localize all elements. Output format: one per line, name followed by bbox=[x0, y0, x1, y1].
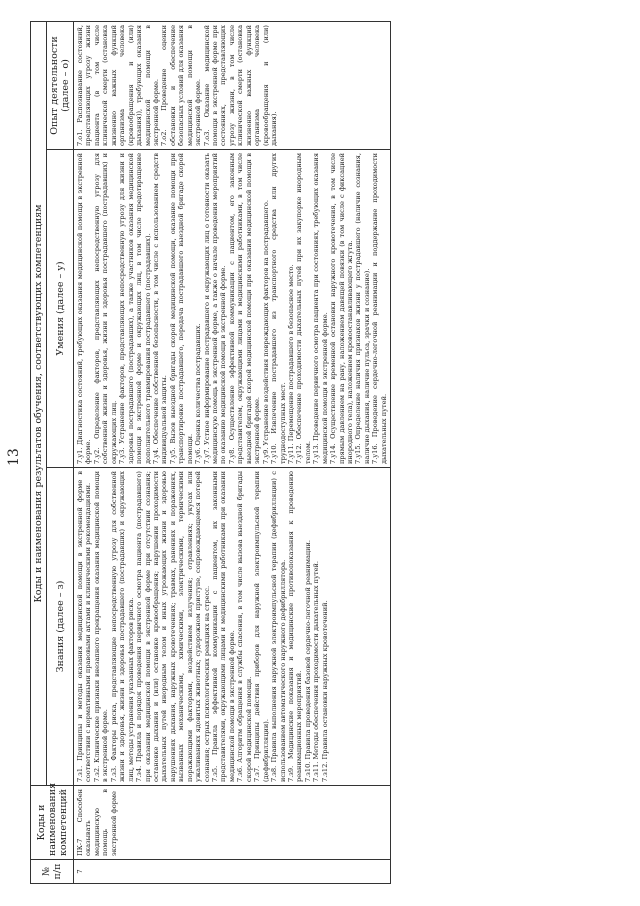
competency-table bbox=[30, 21, 391, 884]
skill-item: 7.у12. Обеспечение проходимости дыхательных путей при их закупорке инородным телом. bbox=[295, 153, 312, 464]
knowledge-cell bbox=[74, 468, 391, 786]
skill-item: 7.у4. Обеспечение собственной безопасности, в том числе с использованием средств индивидуальной защиты. bbox=[151, 153, 169, 464]
skill-item: 7.у16. Проведение сердечно-легочной реанимации и поддержание проходимости дыхательных путей. bbox=[371, 153, 388, 464]
knowledge-item: 7.з2. Клинические признаки внезапного прекращения оказания медицинской помощи в экстренной форме. bbox=[92, 471, 110, 782]
skill-item: 7.у7. Устное информирование пострадавшего и окружающих лиц о готовности оказать медицинскую помощь в экстренной форме, а также о начале проведения мероприятий по оказанию медицинской помощи в экстренной форме. bbox=[202, 153, 228, 464]
header-codes: Коды и наименования компетенций bbox=[31, 786, 74, 860]
header-knowledge: Знания (далее – з) bbox=[47, 468, 74, 786]
knowledge-item: 7.з5. Правила эффективной коммуникации с пациентом, их законными представителями, окружающими лицами и медицинскими работниками при оказании медицинской помощи в экстренной форме. bbox=[211, 471, 236, 782]
knowledge-item: 7.з1. Принципы и методы оказания медицинской помощи в экстренной форме в соответствии с нормативными правовыми актами и клиническими рекомендациями. bbox=[76, 471, 93, 782]
skill-item: 7.у2. Определение факторов, представляющих непосредственную угрозу для собственной жизни и здоровья, жизни и здоровья пострадавшего (пострадавших) и окружающих лиц. bbox=[92, 153, 118, 464]
knowledge-item: 7.з10. Правила проведения базовой сердечно-легочной реанимации. bbox=[303, 539, 312, 782]
header-results-group: Коды и наименования результатов обучения, соответствующих компетенциям bbox=[31, 21, 47, 785]
row-number: 7 bbox=[74, 860, 391, 884]
knowledge-item: 7.з7. Принципы действия приборов для наружной электроимпульсной терапии (дефибрилляции). bbox=[253, 471, 270, 782]
experience-item: 7.о2. Проведение оценки обстановки и обеспечение безопасных условий для оказания медицинской помощи в экстренной форме. bbox=[160, 24, 203, 146]
knowledge-item: 7.з8. Правила выполнения наружной электроимпульсной терапии (дефибрилляции) с использованием автоматического наружного дефибриллятора. bbox=[270, 471, 287, 782]
skill-item: 7.у8. Осуществление эффективной коммуникации с пациентом, его законным представителем, окружающими лицами и медицинскими работниками, в том числе выездной бригадой скорой медицинской помощи при оказании медицинской помощи в экстренной форме. bbox=[227, 153, 262, 464]
header-row-2 bbox=[47, 21, 74, 883]
skill-item: 7.у6. Оценка количества пострадавших. bbox=[194, 323, 203, 464]
experience-item: 7.о3. Оказание медицинской помощи в экстренной форме при состояниях, представляющих угрозу жизни, в том числе клинической смерти (остановка жизненно важных функций организма человека (кровообращения и (или) дыхания). bbox=[202, 24, 279, 146]
experience-item: 7.о1. Распознавание состояний, представляющих угрозу жизни пациента (в том числе клинической смерти (остановка жизненно важных функций организма человека (кровообращения и (или) дыхания)), требующих оказания медицинской помощи в экстренной форме. bbox=[76, 24, 160, 146]
skill-item: 7.у3. Устранение факторов, представляющих непосредственную угрозу для жизни и здоровья пострадавшего (пострадавших), а также участников оказания медицинской помощи в экстренной форме и окружающих лиц, в том числе предотвращение дополнительного травмирования пострадавшего (пострадавших). bbox=[118, 153, 152, 464]
header-skills: Умения (далее – у) bbox=[47, 150, 74, 468]
knowledge-item: 7.з9. Медицинские показания и медицинские противопоказания к проведению реанимационных мероприятий. bbox=[286, 471, 304, 782]
skills-cell bbox=[74, 150, 391, 468]
page-number: 13 bbox=[6, 448, 22, 466]
skill-item: 7.у10. Извлечение пострадавшего из транспортного средства или других труднодоступных мест. bbox=[270, 153, 287, 464]
skill-item: 7.у14. Осуществление временной остановки наружного кровотечения, в том числе прямым давлением на рану, наложением давящей повязки (в том числе с фиксацией инородного тела), наложением кровоостанавливающего жгута. bbox=[329, 153, 354, 464]
table-row bbox=[74, 21, 391, 883]
skill-item: 7.у9. Устранение воздействия повреждающих факторов на пострадавшего. bbox=[261, 200, 270, 464]
header-experience: Опыт деятельности (далее – о) bbox=[47, 21, 74, 149]
skill-item: 7.у11. Перемещение пострадавшего в безопасное место. bbox=[286, 264, 295, 464]
knowledge-item: 7.з6. Алгоритм обращения в службы спасения, в том числе вызова выездной бригады скорой медицинской помощи. bbox=[236, 471, 253, 782]
knowledge-item: 7.з3. Факторы риска, представляющие непосредственную угрозу для собственной жизни и здоровья, жизни и здоровья пострадавшего (пострадавших) и окружающих лиц, методы устранения указанных факторов риска. bbox=[109, 471, 135, 782]
skill-item: 7.у1. Диагностика состояний, требующих оказания медицинской помощи в экстренной форме. bbox=[76, 153, 93, 464]
experience-cell bbox=[74, 21, 391, 149]
header-num: № п/п bbox=[31, 860, 74, 884]
skill-item: 7.у13. Проведение первичного осмотра пациента при состояниях, требующих оказания медицинской помощи в экстренной форме. bbox=[312, 153, 329, 464]
knowledge-item: 7.з12. Правила остановки наружных кровотечений. bbox=[320, 600, 329, 782]
competence-cell: ПК-7 Способен оказывать медицинскую помощь в экстренной форме bbox=[74, 786, 391, 860]
skill-item: 7.у5. Вызов выездной бригады скорой медицинской помощи, оказание помощи при транспортировке пострадавшего, передача пострадавшего выездной бригаде скорой помощи. bbox=[168, 153, 194, 464]
knowledge-item: 7.з11. Методы обеспечения проходимости дыхательных путей. bbox=[312, 560, 321, 782]
knowledge-item: 7.з4. Правила и порядок проведения первичного осмотра пациента (пострадавшего) при оказании медицинской помощи в экстренной форме при отсутствии сознания; остановке дыхания и (или) остановке кровообращения; нарушении проходимости дыхательных путей инородным телом и иных угрожающих жизни и здоровью нарушениях дыхания, наружных кровотечениях; травмах, ранениях и поражениях, вызванных механическими, химическими, электрическими, термическими поражающими факторами, воздействием излучения; отравлениях; укусах или ужаливаниях ядовитых животных; судорожном приступе, сопровождающемся потерей сознания; острых психологических реакциях на стресс. bbox=[135, 471, 211, 782]
header-row-1 bbox=[31, 21, 47, 883]
skill-item: 7.у15. Определение наличия признаков жизни у пострадавшего (наличие сознания, наличие дыхания, наличие пульса, зрачки и сознание). bbox=[354, 153, 371, 464]
